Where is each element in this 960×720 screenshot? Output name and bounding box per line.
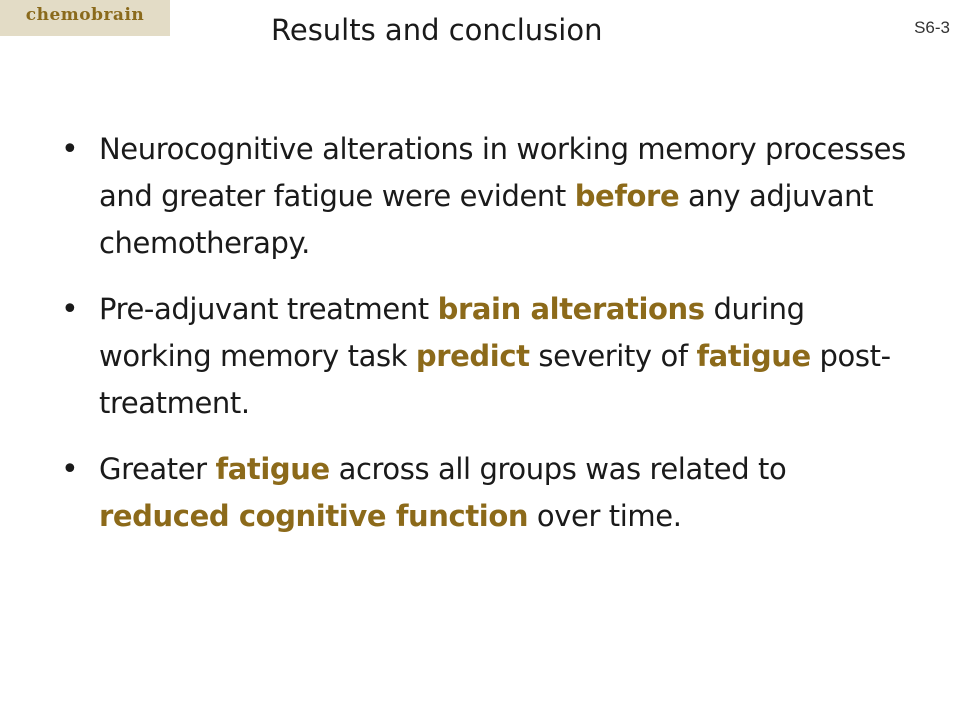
seg-highlight: fatigue xyxy=(215,452,330,486)
seg-highlight: fatigue xyxy=(696,339,811,373)
bullet-dot-icon: • xyxy=(61,132,79,167)
seg-text: over time. xyxy=(528,499,682,533)
bullet-item xyxy=(60,446,920,540)
bullet-item xyxy=(60,126,920,267)
seg-text: Neurocognitive alterations in working memory processes and greater fatigue were evident xyxy=(99,132,906,213)
seg-text: Greater xyxy=(99,452,216,486)
seg-text: during working memory task xyxy=(99,292,805,373)
seg-highlight: reduced cognitive function xyxy=(99,499,529,533)
bullet-dot-icon: • xyxy=(61,292,79,327)
seg-highlight: brain alterations xyxy=(437,292,705,326)
bullet-list xyxy=(60,126,920,559)
seg-text: any adjuvant chemotherapy. xyxy=(99,179,874,260)
chemobrain-logo: chemobrain xyxy=(0,0,170,36)
seg-highlight: predict xyxy=(415,339,530,373)
bullet-dot-icon: • xyxy=(61,452,79,487)
seg-text: severity of xyxy=(529,339,697,373)
bullet-item xyxy=(60,286,920,427)
seg-text: post-treatment. xyxy=(99,339,891,420)
seg-text: Pre-adjuvant treatment xyxy=(99,292,438,326)
slide-title: Results and conclusion xyxy=(271,13,603,47)
slide-number: S6-3 xyxy=(914,18,950,37)
seg-highlight: before xyxy=(574,179,680,213)
seg-text: across all groups was related to xyxy=(329,452,787,486)
